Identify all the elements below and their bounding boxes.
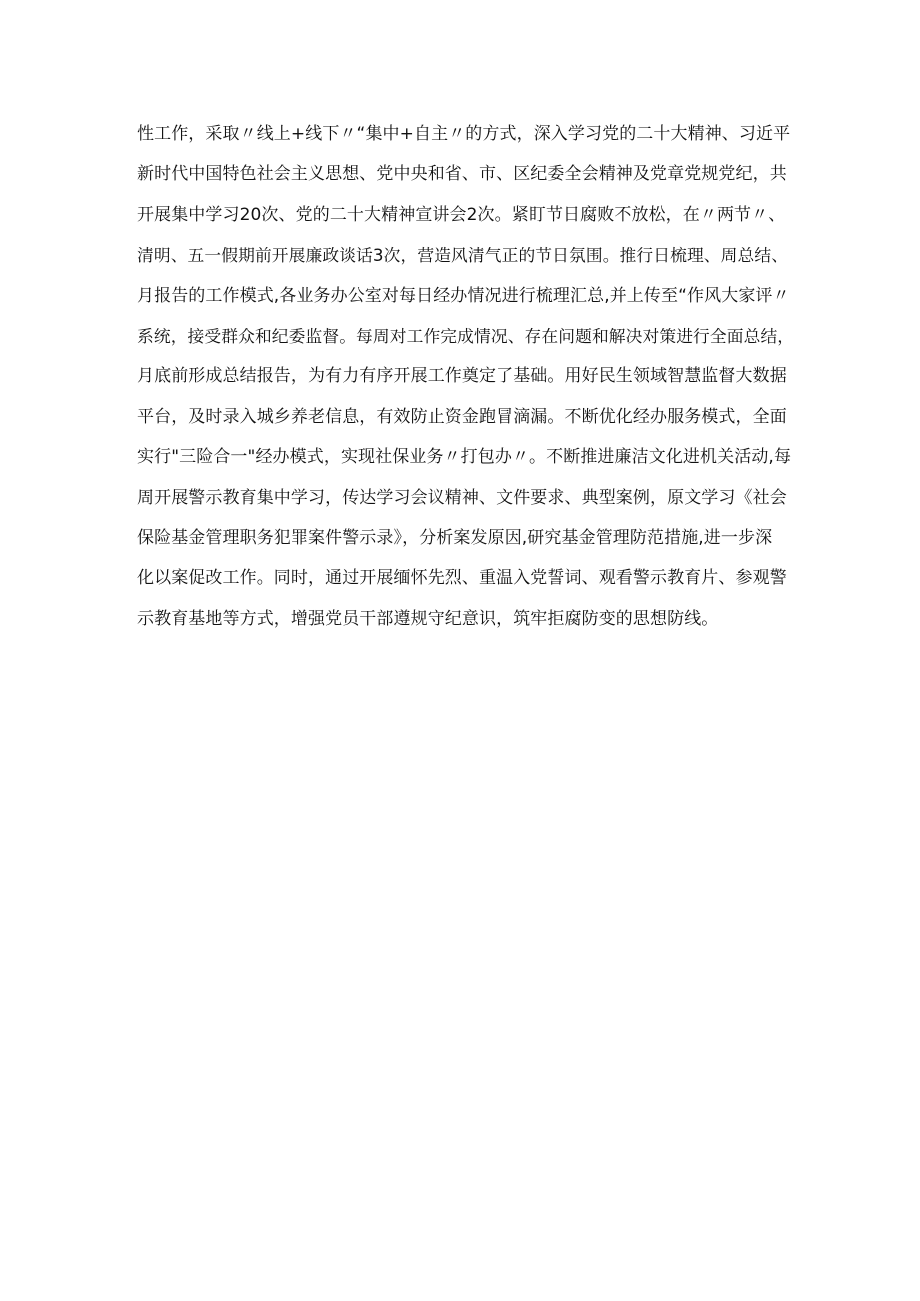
paragraph-line: 开展集中学习20次、党的二十大精神宣讲会2次。紧盯节日腐败不放松，在〃两节〃、 (137, 204, 786, 225)
paragraph-line: 保险基金管理职务犯罪案件警示录》，分析案发原因,研究基金管理防范措施,进一步深 (137, 527, 773, 548)
paragraph-line: 月底前形成总结报告，为有力有序开展工作奠定了基础。用好民生领域智慧监督大数据 (137, 366, 787, 387)
paragraph-line: 示教育基地等方式，增强党员干部遵规守纪意识，筑牢拒腐防变的思想防线。 (137, 608, 719, 629)
body-paragraph (137, 114, 797, 639)
paragraph-line: 新时代中国特色社会主义思想、党中央和省、市、区纪委全会精神及党章党规党纪，共 (137, 164, 787, 185)
paragraph-line: 系统，接受群众和纪委监督。每周对工作完成情况、存在问题和解决对策进行全面总结， (137, 325, 795, 346)
paragraph-line: 周开展警示教育集中学习，传达学习会议精神、文件要求、典型案例，原文学习《社会 (137, 487, 787, 508)
paragraph-line: 清明、五一假期前开展廉政谈话3次，营造风清气正的节日氛围。推行日梳理、周总结、 (137, 245, 789, 266)
paragraph-line: 平台，及时录入城乡养老信息，有效防止资金跑冒滴漏。不断优化经办服务模式，全面 (137, 406, 787, 427)
paragraph-line: 实行"三险合一"经办模式，实现社保业务〃打包办〃。不断推进廉洁文化进机关活动,每 (137, 447, 792, 468)
paragraph-line: 化以案促改工作。同时，通过开展缅怀先烈、重温入党誓词、观看警示教育片、参观警 (137, 568, 787, 589)
paragraph-line: 性工作，采取〃线上+线下〃“集中+自主〃的方式，深入学习党的二十大精神、习近平 (137, 124, 791, 144)
paragraph-line: 月报告的工作模式,各业务办公室对每日经办情况进行梳理汇总,并上传至“作风大家评〃 (137, 285, 790, 306)
